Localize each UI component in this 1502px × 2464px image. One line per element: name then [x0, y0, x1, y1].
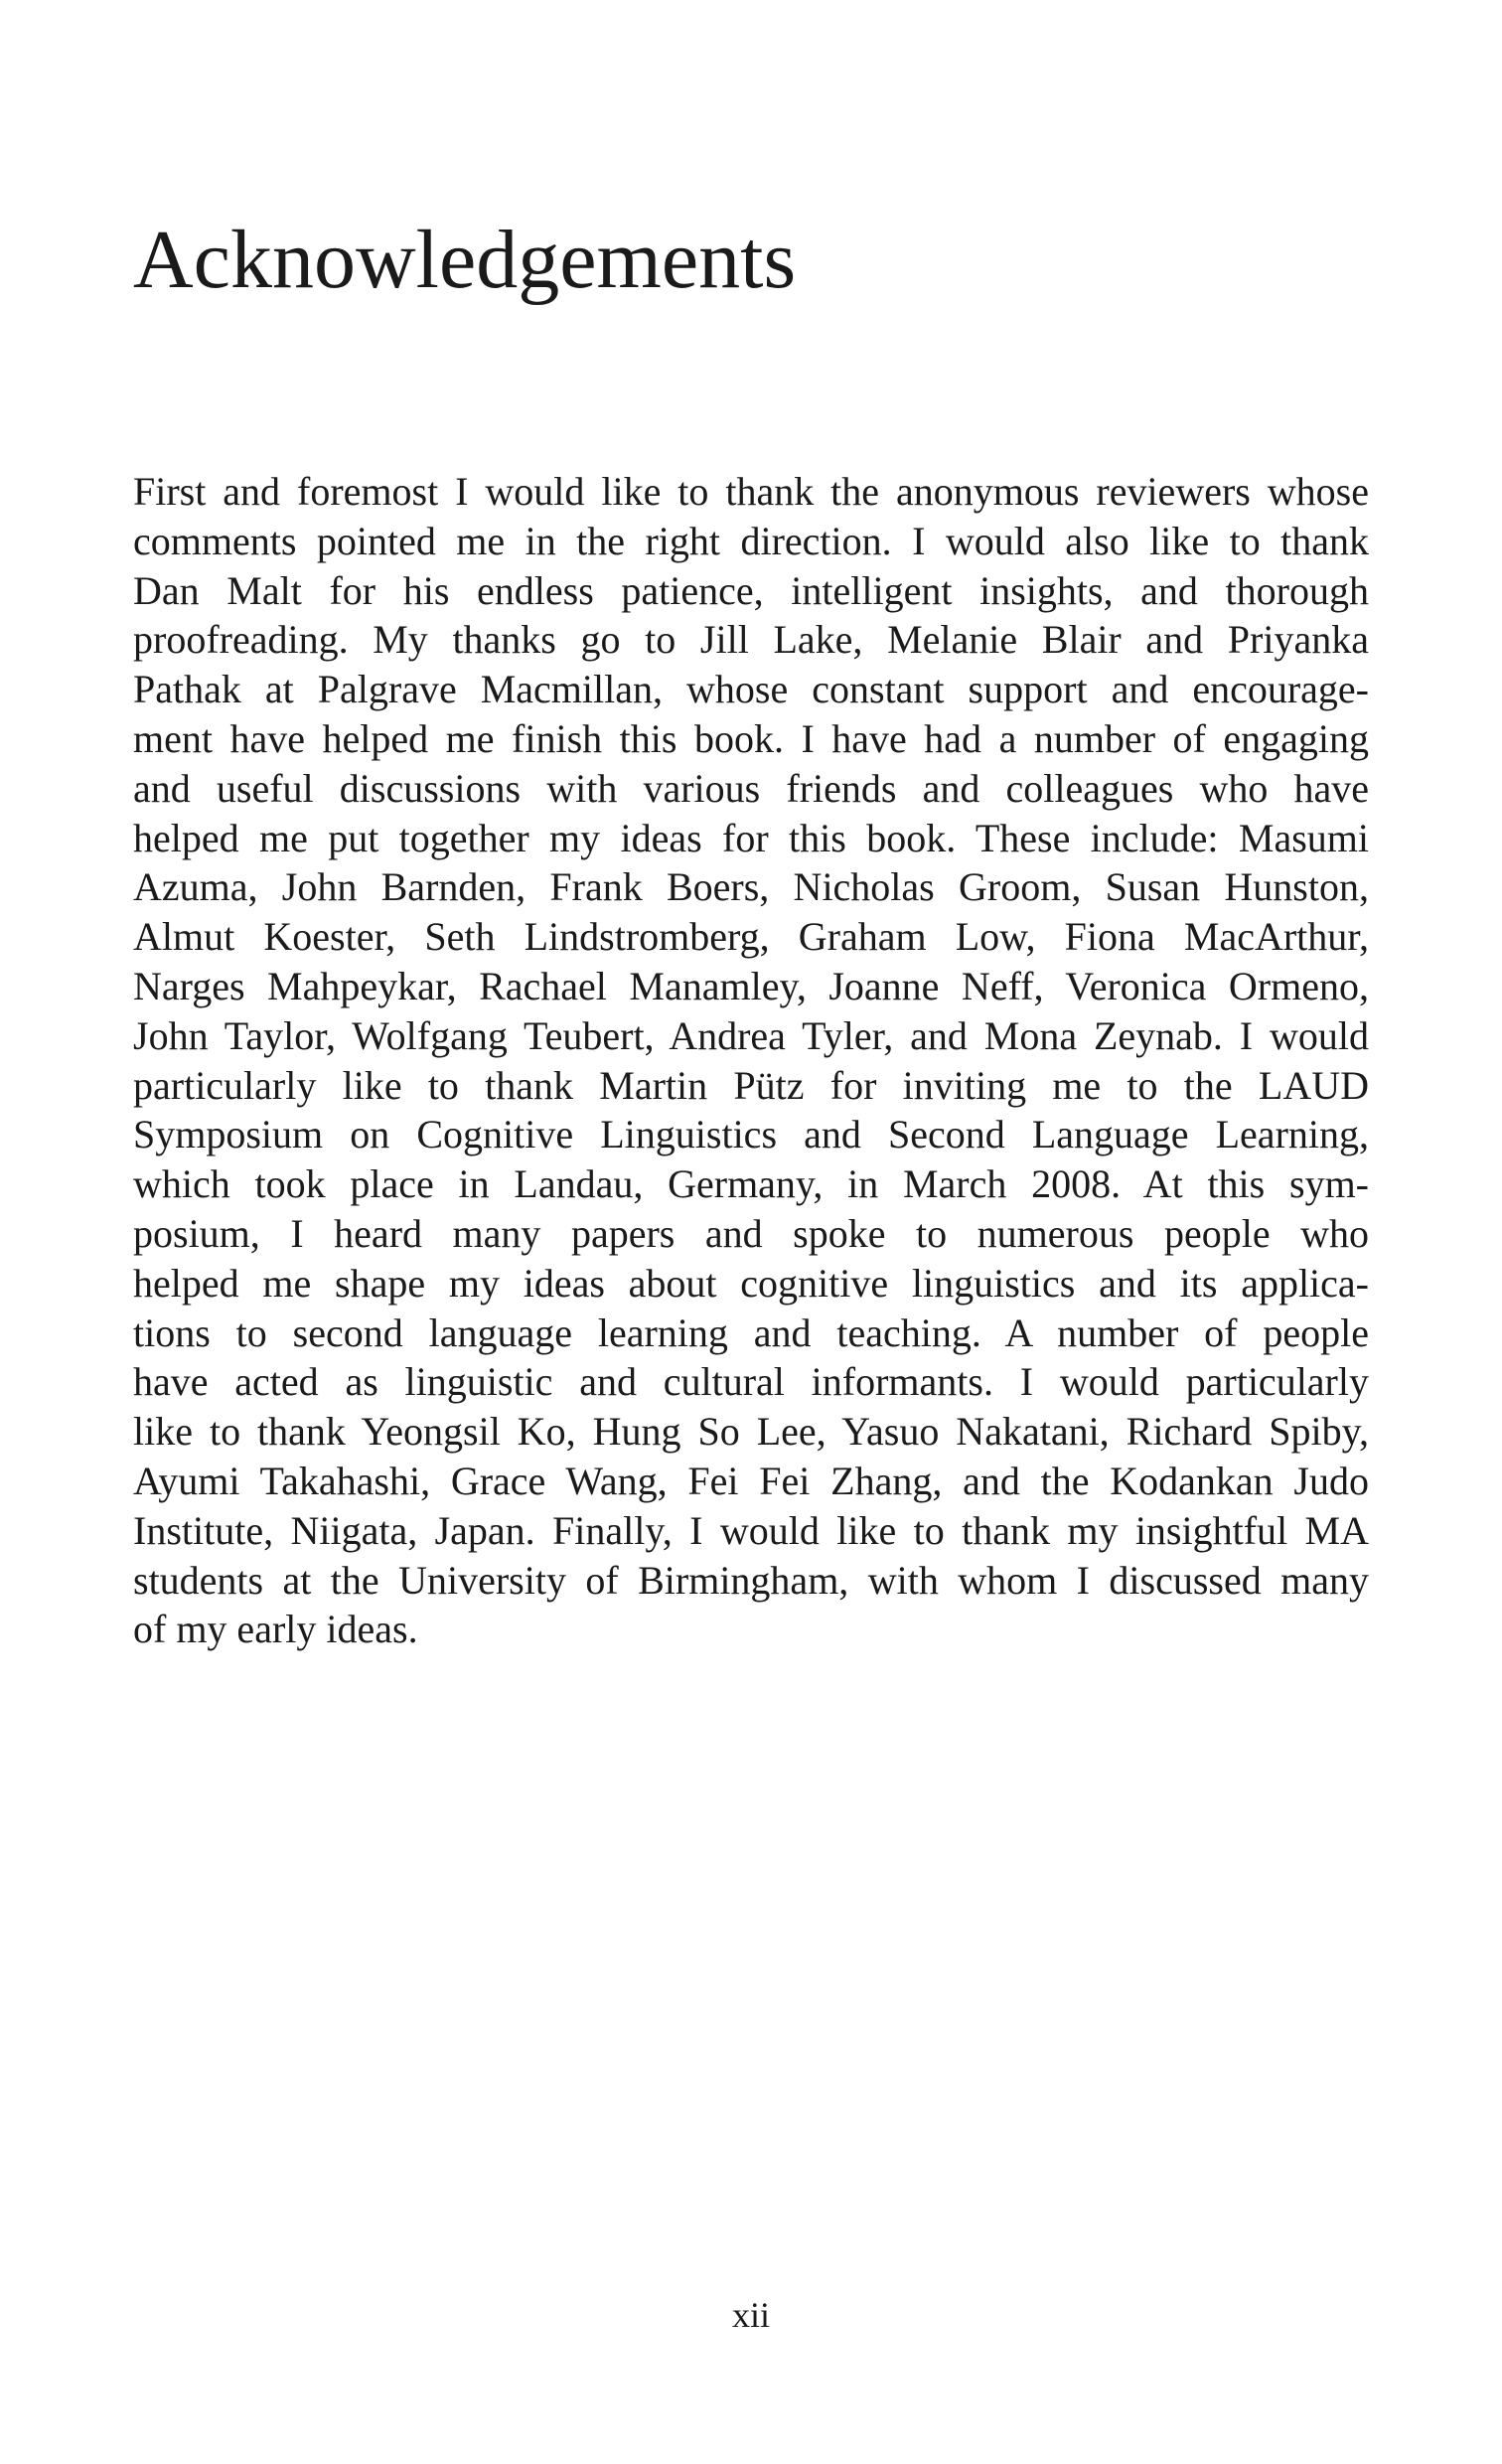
page-number: xii — [731, 2295, 770, 2335]
paragraph-line: Narges Mahpeykar, Rachael Manamley, Joanne Neff, Veronica Ormeno, — [133, 963, 1369, 1008]
paragraph-line: Ayumi Takahashi, Grace Wang, Fei Fei Zhang, and the Kodankan Judo — [133, 1458, 1369, 1503]
paragraph-line: Symposium on Cognitive Linguistics and Second Language Learning, — [133, 1112, 1369, 1157]
paragraph-line: which took place in Landau, Germany, in March 2008. At this sym- — [133, 1161, 1369, 1207]
paragraph-line: First and foremost I would like to thank the anonymous reviewers whose — [133, 469, 1369, 514]
paragraph-line: comments pointed me in the right direction. I would also like to thank — [133, 518, 1369, 563]
paragraph-line: particularly like to thank Martin Pütz for inviting me to the LAUD — [133, 1062, 1369, 1108]
paragraph-line: tions to second language learning and teaching. A number of people — [133, 1309, 1369, 1355]
paragraph-line: Almut Koester, Seth Lindstromberg, Graham Low, Fiona MacArthur, — [133, 914, 1369, 960]
paragraph-line: students at the University of Birmingham, with whom I discussed many — [133, 1557, 1369, 1603]
paragraph-line: posium, I heard many papers and spoke to numerous people who — [133, 1210, 1369, 1256]
paragraph-line: ment have helped me finish this book. I have had a number of engaging — [133, 715, 1369, 761]
paragraph-line: Dan Malt for his endless patience, intelligent insights, and thorough — [133, 567, 1369, 613]
paragraph-line: helped me shape my ideas about cognitive linguistics and its applica- — [133, 1260, 1369, 1306]
paragraph-line: proofreading. My thanks go to Jill Lake, Melanie Blair and Priyanka — [133, 617, 1369, 663]
paragraph-line: have acted as linguistic and cultural informants. I would particularly — [133, 1359, 1369, 1405]
acknowledgements-paragraph — [133, 467, 1369, 1654]
paragraph-line: John Taylor, Wolfgang Teubert, Andrea Tyler, and Mona Zeynab. I would — [133, 1012, 1369, 1058]
paragraph-line: and useful discussions with various friends and colleagues who have — [133, 765, 1369, 811]
page-title: Acknowledgements — [133, 214, 797, 306]
paragraph-line: Institute, Niigata, Japan. Finally, I would like to thank my insightful MA — [133, 1507, 1369, 1553]
paragraph-line: Azuma, John Barnden, Frank Boers, Nicholas Groom, Susan Hunston, — [133, 864, 1369, 910]
paragraph-line: Pathak at Palgrave Macmillan, whose constant support and encourage- — [133, 667, 1369, 712]
paragraph-line: like to thank Yeongsil Ko, Hung So Lee, Yasuo Nakatani, Richard Spiby, — [133, 1409, 1369, 1455]
paragraph-line: helped me put together my ideas for this book. These include: Masumi — [133, 815, 1369, 860]
paragraph-line: of my early ideas. — [133, 1607, 418, 1652]
